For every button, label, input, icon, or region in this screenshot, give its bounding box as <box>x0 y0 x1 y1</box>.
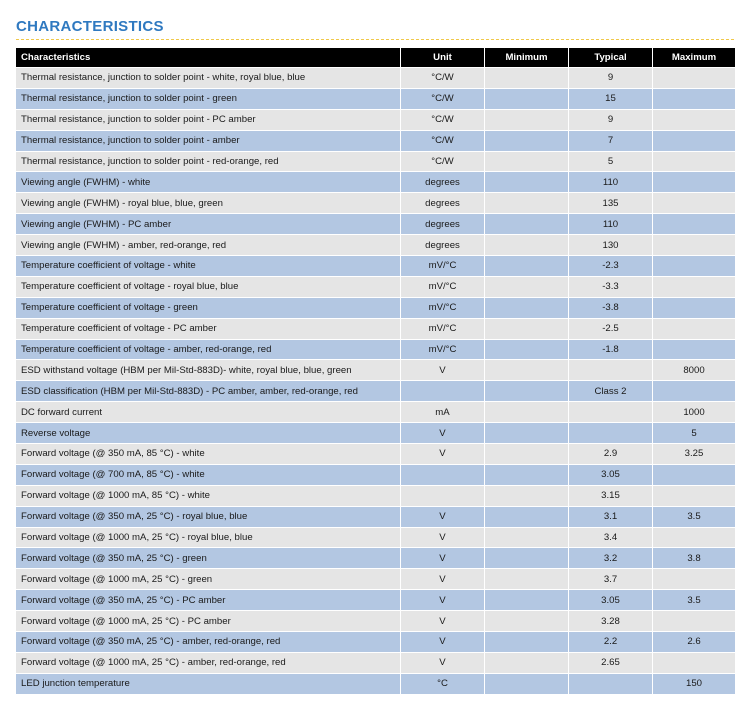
unit-cell: V <box>401 444 485 465</box>
characteristic-cell: Forward voltage (@ 350 mA, 25 °C) - amber, red-orange, red <box>16 632 401 653</box>
minimum-cell <box>485 590 569 611</box>
minimum-cell <box>485 673 569 694</box>
characteristic-cell: ESD withstand voltage (HBM per Mil-Std-883D)- white, royal blue, blue, green <box>16 360 401 381</box>
maximum-cell <box>653 652 736 673</box>
typical-cell <box>569 423 653 444</box>
maximum-cell <box>653 88 736 109</box>
unit-cell: degrees <box>401 235 485 256</box>
maximum-cell: 2.6 <box>653 632 736 653</box>
characteristic-cell: Forward voltage (@ 350 mA, 25 °C) - PC amber <box>16 590 401 611</box>
maximum-cell <box>653 172 736 193</box>
typical-cell: 3.1 <box>569 506 653 527</box>
maximum-cell <box>653 109 736 130</box>
characteristic-cell: Reverse voltage <box>16 423 401 444</box>
maximum-cell <box>653 381 736 402</box>
minimum-cell <box>485 506 569 527</box>
unit-cell: °C/W <box>401 68 485 89</box>
typical-cell: 3.05 <box>569 590 653 611</box>
typical-cell: 5 <box>569 151 653 172</box>
minimum-cell <box>485 276 569 297</box>
characteristic-cell: Temperature coefficient of voltage - PC amber <box>16 318 401 339</box>
unit-cell <box>401 485 485 506</box>
maximum-cell: 150 <box>653 673 736 694</box>
typical-cell: 2.65 <box>569 652 653 673</box>
minimum-cell <box>485 297 569 318</box>
maximum-cell <box>653 130 736 151</box>
unit-cell: degrees <box>401 172 485 193</box>
minimum-cell <box>485 172 569 193</box>
column-header-unit: Unit <box>401 48 485 68</box>
minimum-cell <box>485 402 569 423</box>
maximum-cell <box>653 464 736 485</box>
table-row <box>16 464 736 485</box>
typical-cell: -1.8 <box>569 339 653 360</box>
table-row <box>16 381 736 402</box>
characteristic-cell: Forward voltage (@ 1000 mA, 85 °C) - white <box>16 485 401 506</box>
maximum-cell <box>653 256 736 277</box>
table-row <box>16 68 736 89</box>
table-row <box>16 88 736 109</box>
table-row <box>16 423 736 444</box>
maximum-cell <box>653 527 736 548</box>
minimum-cell <box>485 109 569 130</box>
column-header-typical: Typical <box>569 48 653 68</box>
characteristic-cell: DC forward current <box>16 402 401 423</box>
minimum-cell <box>485 360 569 381</box>
typical-cell: 3.2 <box>569 548 653 569</box>
typical-cell: 110 <box>569 172 653 193</box>
minimum-cell <box>485 464 569 485</box>
typical-cell: 3.05 <box>569 464 653 485</box>
unit-cell: V <box>401 548 485 569</box>
typical-cell: 3.28 <box>569 611 653 632</box>
characteristic-cell: Viewing angle (FWHM) - amber, red-orange, red <box>16 235 401 256</box>
typical-cell: 130 <box>569 235 653 256</box>
table-row <box>16 611 736 632</box>
maximum-cell <box>653 318 736 339</box>
table-row <box>16 151 736 172</box>
minimum-cell <box>485 485 569 506</box>
unit-cell: mV/°C <box>401 318 485 339</box>
maximum-cell <box>653 297 736 318</box>
unit-cell: mV/°C <box>401 297 485 318</box>
table-body <box>16 68 736 695</box>
minimum-cell <box>485 527 569 548</box>
characteristic-cell: Thermal resistance, junction to solder point - red-orange, red <box>16 151 401 172</box>
characteristic-cell: Forward voltage (@ 700 mA, 85 °C) - white <box>16 464 401 485</box>
unit-cell: V <box>401 569 485 590</box>
table-row <box>16 527 736 548</box>
table-row <box>16 235 736 256</box>
typical-cell: -2.3 <box>569 256 653 277</box>
typical-cell: 2.9 <box>569 444 653 465</box>
maximum-cell <box>653 276 736 297</box>
maximum-cell <box>653 151 736 172</box>
maximum-cell <box>653 485 736 506</box>
characteristic-cell: Viewing angle (FWHM) - royal blue, blue, green <box>16 193 401 214</box>
typical-cell: -3.3 <box>569 276 653 297</box>
unit-cell: V <box>401 506 485 527</box>
characteristic-cell: Forward voltage (@ 1000 mA, 25 °C) - PC amber <box>16 611 401 632</box>
typical-cell: 15 <box>569 88 653 109</box>
characteristic-cell: Temperature coefficient of voltage - green <box>16 297 401 318</box>
typical-cell <box>569 402 653 423</box>
minimum-cell <box>485 611 569 632</box>
unit-cell: mA <box>401 402 485 423</box>
table-row <box>16 339 736 360</box>
maximum-cell <box>653 193 736 214</box>
table-row <box>16 569 736 590</box>
column-header-maximum: Maximum <box>653 48 736 68</box>
maximum-cell: 5 <box>653 423 736 444</box>
typical-cell: 135 <box>569 193 653 214</box>
minimum-cell <box>485 632 569 653</box>
unit-cell: degrees <box>401 193 485 214</box>
minimum-cell <box>485 88 569 109</box>
minimum-cell <box>485 444 569 465</box>
table-row <box>16 506 736 527</box>
maximum-cell <box>653 569 736 590</box>
characteristic-cell: Forward voltage (@ 1000 mA, 25 °C) - amber, red-orange, red <box>16 652 401 673</box>
characteristic-cell: LED junction temperature <box>16 673 401 694</box>
typical-cell: 110 <box>569 214 653 235</box>
column-header-characteristics: Characteristics <box>16 48 401 68</box>
unit-cell <box>401 381 485 402</box>
unit-cell: degrees <box>401 214 485 235</box>
typical-cell: Class 2 <box>569 381 653 402</box>
table-row <box>16 402 736 423</box>
typical-cell: 9 <box>569 109 653 130</box>
typical-cell: -3.8 <box>569 297 653 318</box>
characteristic-cell: ESD classification (HBM per Mil-Std-883D) - PC amber, amber, red-orange, red <box>16 381 401 402</box>
unit-cell: mV/°C <box>401 256 485 277</box>
unit-cell: °C/W <box>401 109 485 130</box>
section-heading: CHARACTERISTICS <box>16 18 164 35</box>
minimum-cell <box>485 193 569 214</box>
unit-cell: V <box>401 527 485 548</box>
unit-cell: V <box>401 652 485 673</box>
minimum-cell <box>485 130 569 151</box>
minimum-cell <box>485 381 569 402</box>
table-row <box>16 632 736 653</box>
characteristic-cell: Temperature coefficient of voltage - amber, red-orange, red <box>16 339 401 360</box>
table-row <box>16 297 736 318</box>
typical-cell: 3.7 <box>569 569 653 590</box>
characteristic-cell: Thermal resistance, junction to solder point - amber <box>16 130 401 151</box>
characteristic-cell: Viewing angle (FWHM) - white <box>16 172 401 193</box>
unit-cell: V <box>401 423 485 444</box>
minimum-cell <box>485 569 569 590</box>
maximum-cell: 3.5 <box>653 590 736 611</box>
table-row <box>16 172 736 193</box>
column-header-minimum: Minimum <box>485 48 569 68</box>
typical-cell: 2.2 <box>569 632 653 653</box>
characteristic-cell: Forward voltage (@ 1000 mA, 25 °C) - royal blue, blue <box>16 527 401 548</box>
maximum-cell <box>653 214 736 235</box>
maximum-cell: 8000 <box>653 360 736 381</box>
maximum-cell: 3.25 <box>653 444 736 465</box>
minimum-cell <box>485 256 569 277</box>
unit-cell: V <box>401 590 485 611</box>
characteristic-cell: Forward voltage (@ 350 mA, 25 °C) - green <box>16 548 401 569</box>
unit-cell: °C/W <box>401 151 485 172</box>
minimum-cell <box>485 318 569 339</box>
characteristic-cell: Temperature coefficient of voltage - white <box>16 256 401 277</box>
characteristic-cell: Temperature coefficient of voltage - royal blue, blue <box>16 276 401 297</box>
maximum-cell: 3.5 <box>653 506 736 527</box>
minimum-cell <box>485 548 569 569</box>
table-row <box>16 276 736 297</box>
unit-cell: °C/W <box>401 130 485 151</box>
unit-cell: °C <box>401 673 485 694</box>
unit-cell: V <box>401 611 485 632</box>
table-header <box>16 48 736 68</box>
characteristic-cell: Forward voltage (@ 350 mA, 85 °C) - white <box>16 444 401 465</box>
header-row <box>16 48 736 68</box>
typical-cell: 3.15 <box>569 485 653 506</box>
minimum-cell <box>485 214 569 235</box>
typical-cell: 9 <box>569 68 653 89</box>
maximum-cell <box>653 339 736 360</box>
table-row <box>16 444 736 465</box>
maximum-cell <box>653 611 736 632</box>
typical-cell: -2.5 <box>569 318 653 339</box>
maximum-cell <box>653 68 736 89</box>
unit-cell: mV/°C <box>401 276 485 297</box>
minimum-cell <box>485 423 569 444</box>
unit-cell: °C/W <box>401 88 485 109</box>
unit-cell <box>401 464 485 485</box>
typical-cell <box>569 360 653 381</box>
table-row <box>16 318 736 339</box>
table-row <box>16 256 736 277</box>
heading-divider <box>16 39 734 40</box>
table-row <box>16 109 736 130</box>
maximum-cell: 1000 <box>653 402 736 423</box>
unit-cell: V <box>401 360 485 381</box>
minimum-cell <box>485 652 569 673</box>
minimum-cell <box>485 68 569 89</box>
minimum-cell <box>485 339 569 360</box>
minimum-cell <box>485 235 569 256</box>
table-row <box>16 673 736 694</box>
characteristic-cell: Thermal resistance, junction to solder point - green <box>16 88 401 109</box>
table-row <box>16 652 736 673</box>
typical-cell <box>569 673 653 694</box>
table-row <box>16 590 736 611</box>
table-row <box>16 548 736 569</box>
characteristic-cell: Forward voltage (@ 350 mA, 25 °C) - royal blue, blue <box>16 506 401 527</box>
unit-cell: V <box>401 632 485 653</box>
maximum-cell: 3.8 <box>653 548 736 569</box>
maximum-cell <box>653 235 736 256</box>
table-row <box>16 485 736 506</box>
characteristic-cell: Viewing angle (FWHM) - PC amber <box>16 214 401 235</box>
minimum-cell <box>485 151 569 172</box>
table-row <box>16 214 736 235</box>
table-row <box>16 193 736 214</box>
table-row <box>16 360 736 381</box>
typical-cell: 3.4 <box>569 527 653 548</box>
unit-cell: mV/°C <box>401 339 485 360</box>
characteristics-table <box>15 47 736 695</box>
typical-cell: 7 <box>569 130 653 151</box>
characteristic-cell: Thermal resistance, junction to solder point - white, royal blue, blue <box>16 68 401 89</box>
characteristic-cell: Forward voltage (@ 1000 mA, 25 °C) - green <box>16 569 401 590</box>
table-row <box>16 130 736 151</box>
characteristic-cell: Thermal resistance, junction to solder point - PC amber <box>16 109 401 130</box>
